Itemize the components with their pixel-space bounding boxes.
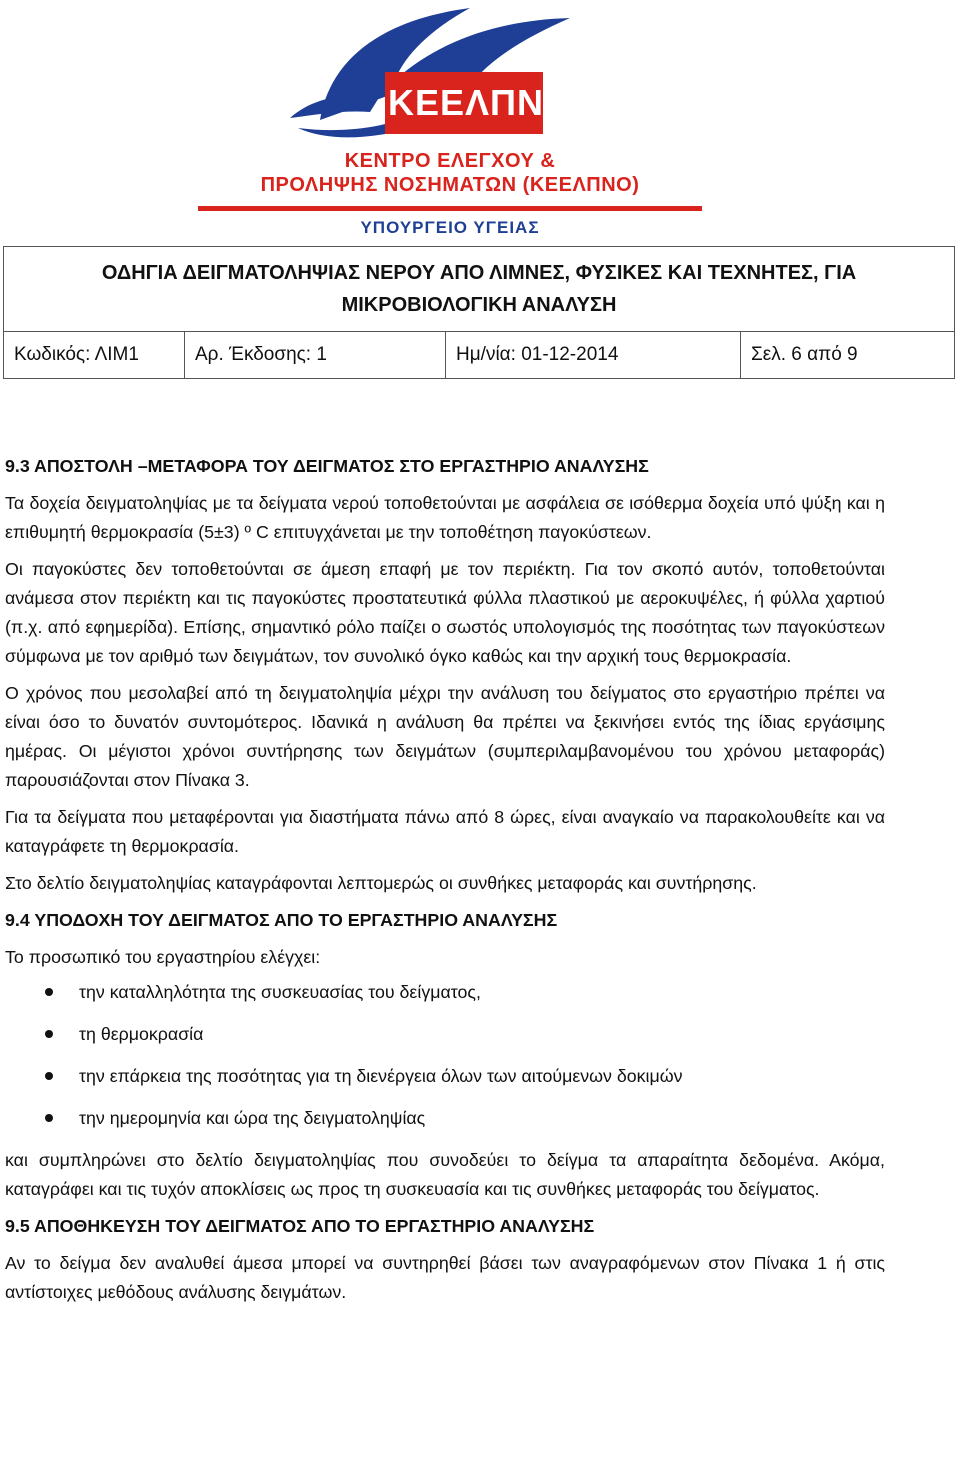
section-heading-9-3: 9.3 ΑΠΟΣΤΟΛΗ –ΜΕΤΑΦΟΡΑ ΤΟΥ ΔΕΙΓΜΑΤΟΣ ΣΤΟ ΕΡΓΑΣΤΗΡΙΟ ΑΝΑΛΥΣΗΣ [5,456,649,476]
bullet-icon [45,1072,53,1080]
paragraph-cooling-containers: Τα δοχεία δειγματοληψίας με τα δείγματα νερού τοποθετούνται με ασφάλεια σε ισόθερμα δοχεία υπό ψύξη και η επιθυμητή θερμοκρασία (5±3) º C επιτυγχάνεται με την τοποθέτηση παγοκύστεων. [5,493,885,542]
paragraph-sample-storage: Αν το δείγμα δεν αναλυθεί άμεσα μπορεί να συντηρηθεί βάσει των αναγραφόμενων στον Πίνακα 1 ή στις αντίστοιχες μεθόδους ανάλυσης δειγμάτων. [5,1253,885,1302]
list-item: την ημερομηνία και ώρα της δειγματοληψίας [5,1104,885,1146]
logo-abbreviation: ΚΕΕΛΠΝΟ [388,82,574,123]
document-body [5,452,885,1307]
bullet-icon [45,1114,53,1122]
document-title [4,247,955,332]
document-date: Ημ/νία: 01-12-2014 [446,332,741,379]
list-item: την καταλληλότητα της συσκευασίας του δείγματος, [5,978,885,1020]
document-title-line2: ΜΙΚΡΟΒΙΟΛΟΓΙΚΗ ΑΝΑΛΥΣΗ [341,294,617,316]
organization-logo [170,0,730,244]
list-item: τη θερμοκρασία [5,1020,885,1062]
logo-org-name-line2: ΠΡΟΛΗΨΗΣ ΝΟΣΗΜΑΤΩΝ (ΚΕΕΛΠΝΟ) [260,174,640,196]
logo-ministry: ΥΠΟΥΡΓΕΙΟ ΥΓΕΙΑΣ [360,218,540,237]
paragraph-temperature-monitoring: Για τα δείγματα που μεταφέρονται για διαστήματα πάνω από 8 ώρες, είναι αναγκαίο να παρακολουθείτε και να καταγράφετε τη θερμοκρασία. [5,807,885,856]
document-code: Κωδικός: ΛΙΜ1 [4,332,185,379]
bullet-icon [45,1030,53,1038]
logo-org-name-line1: ΚΕΝΤΡΟ ΕΛΕΓΧΟΥ & [344,150,556,172]
bullet-icon [45,988,53,996]
section-heading-9-4: 9.4 ΥΠΟΔΟΧΗ ΤΟΥ ΔΕΙΓΜΑΤΟΣ ΑΠΟ ΤΟ ΕΡΓΑΣΤΗΡΙΟ ΑΝΑΛΥΣΗΣ [5,910,558,930]
section-heading-9-5: 9.5 ΑΠΟΘΗΚΕΥΣΗ ΤΟΥ ΔΕΙΓΜΑΤΟΣ ΑΠΟ ΤΟ ΕΡΓΑΣΤΗΡΙΟ ΑΝΑΛΥΣΗΣ [5,1216,595,1236]
document-page-number: Σελ. 6 από 9 [741,332,955,379]
paragraph-transport-time: Ο χρόνος που μεσολαβεί από τη δειγματοληψία μέχρι την ανάλυση του δείγματος στο εργαστήριο πρέπει να είναι όσο το δυνατόν συντομότερος. Ιδανικά η ανάλυση θα πρέπει να ξεκινήσει εντός της ίδιας εργάσιμης ημέρας. Οι μέγιστοι χρόνοι συντήρησης των δειγμάτων (συμπεριλαμβανομένου του χρόνου μεταφοράς) παρουσιάζονται στον Πίνακα 3. [5,683,885,790]
lab-checks-list [5,978,885,1146]
document-edition: Αρ. Έκδοσης: 1 [185,332,446,379]
paragraph-lab-checks-intro: Το προσωπικό του εργαστηρίου ελέγχει: [5,947,321,967]
paragraph-lab-checks-outro: και συμπληρώνει στο δελτίο δειγματοληψίας που συνοδεύει το δείγμα τα απαραίτητα δεδομένα. Ακόμα, καταγράφει και τις τυχόν αποκλίσεις ως προς τη συσκευασία και τις συνθήκες μεταφοράς του δείγματος. [5,1150,885,1199]
paragraph-sampling-record: Στο δελτίο δειγματοληψίας καταγράφονται λεπτομερώς οι συνθήκες μεταφοράς και συντήρησης. [5,873,757,893]
document-header-table [3,246,955,379]
list-item: την επάρκεια της ποσότητας για τη διενέργεια όλων των αιτούμενων δοκιμών [5,1062,885,1104]
document-title-line1: ΟΔΗΓΙΑ ΔΕΙΓΜΑΤΟΛΗΨΙΑΣ ΝΕΡΟΥ ΑΠΟ ΛΙΜΝΕΣ, ΦΥΣΙΚΕΣ ΚΑΙ ΤΕΧΝΗΤΕΣ, ΓΙΑ [101,262,857,284]
paragraph-ice-packs: Οι παγοκύστες δεν τοποθετούνται σε άμεση επαφή με τον περιέκτη. Για τον σκοπό αυτόν, τοποθετούνται ανάμεσα στον περιέκτη και τις παγοκύστες προστατευτικά φύλλα πλαστικού με αεροκυψέλες, ή φύλλα χαρτιού (π.χ. από εφημερίδα). Επίσης, σημαντικό ρόλο παίζει ο σωστός υπολογισμός της ποσότητας των παγοκύστεων σύμφωνα με τον αριθμό των δειγμάτων, τον συνολικό όγκο καθώς και την αρχική τους θερμοκρασία. [5,559,885,666]
